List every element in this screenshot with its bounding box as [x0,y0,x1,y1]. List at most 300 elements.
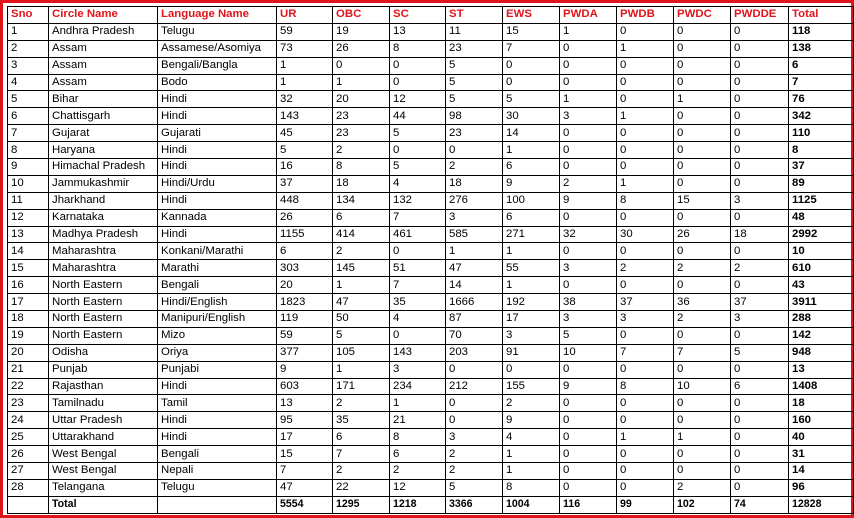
cell-total: 76 [789,91,854,108]
cell-pwdc: 0 [674,108,731,125]
cell-ur: 20 [277,277,333,294]
cell-total: 110 [789,125,854,142]
cell-sno: 14 [8,243,49,260]
cell-total: 3911 [789,294,854,311]
cell-pwdde: 0 [731,243,789,260]
cell-circle-name: North Eastern [49,311,158,328]
cell-circle-name: North Eastern [49,277,158,294]
cell-obc: 1 [333,74,390,91]
cell-pwdde: 0 [731,327,789,344]
cell-pwdb: 30 [617,226,674,243]
cell-total: 18 [789,395,854,412]
cell-ews: 1 [503,446,560,463]
cell-obc: 5 [333,327,390,344]
cell-ews: 17 [503,311,560,328]
cell-obc: 20 [333,91,390,108]
cell-circle-name: Madhya Pradesh [49,226,158,243]
table-row [8,378,854,395]
cell-pwdc: 36 [674,294,731,311]
cell-pwda: 3 [560,108,617,125]
cell-pwdb: 7 [617,344,674,361]
cell-circle-name: Rajasthan [49,378,158,395]
cell-ews: 192 [503,294,560,311]
cell-obc: 18 [333,175,390,192]
cell-sc: 13 [390,23,446,40]
cell-total: 342 [789,108,854,125]
cell-pwdde: 18 [731,226,789,243]
cell-language-name: Hindi [158,91,277,108]
cell-language-name: Hindi [158,159,277,176]
cell-ur: 15 [277,446,333,463]
column-header-obc: OBC [333,7,390,24]
cell-language-name: Marathi [158,260,277,277]
cell-circle-name: Assam [49,40,158,57]
cell-obc: 23 [333,125,390,142]
cell-pwdde: 0 [731,91,789,108]
cell-pwdde: 5 [731,344,789,361]
cell-ews: 1 [503,243,560,260]
cell-total: 6 [789,57,854,74]
cell-st: 1 [446,243,503,260]
cell-sno: 17 [8,294,49,311]
cell-pwdb: 0 [617,125,674,142]
cell-st: 2 [446,446,503,463]
cell-sc: 0 [390,142,446,159]
cell-ur: 143 [277,108,333,125]
cell-ur: 1823 [277,294,333,311]
cell-sc: 21 [390,412,446,429]
cell-total: 948 [789,344,854,361]
cell-st: 5 [446,479,503,496]
cell-ur: 17 [277,429,333,446]
cell-pwdb: 0 [617,327,674,344]
cell-total: 31 [789,446,854,463]
cell-pwdc: 0 [674,175,731,192]
cell-pwdb: 37 [617,294,674,311]
cell-obc: 47 [333,294,390,311]
cell-total: 288 [789,311,854,328]
cell-language-name: Oriya [158,344,277,361]
cell-pwda: 5 [560,327,617,344]
cell-pwda: 0 [560,361,617,378]
cell-pwdb: 0 [617,243,674,260]
table-total-row [8,496,854,513]
cell-circle-name: Assam [49,57,158,74]
cell-st: 1666 [446,294,503,311]
cell-pwda: 0 [560,209,617,226]
cell-obc: 2 [333,243,390,260]
cell-language-name: Hindi [158,226,277,243]
cell-pwdb: 0 [617,446,674,463]
cell-pwdde: 0 [731,74,789,91]
cell-sc: 8 [390,40,446,57]
cell-pwdb: 1 [617,429,674,446]
cell-pwdde: 6 [731,378,789,395]
cell-sc: 6 [390,446,446,463]
cell-pwda: 0 [560,412,617,429]
cell-ur: 119 [277,311,333,328]
cell-circle-name: Bihar [49,91,158,108]
cell-ur: 59 [277,327,333,344]
cell-pwda: 32 [560,226,617,243]
cell-pwdc: 0 [674,327,731,344]
cell-obc: 134 [333,192,390,209]
cell-sno: 10 [8,175,49,192]
cell-sc: 12 [390,91,446,108]
cell-pwdde: 0 [731,277,789,294]
cell-ur: 5 [277,142,333,159]
column-header-total: Total [789,7,854,24]
cell-pwdb: 0 [617,277,674,294]
cell-circle-name: Karnataka [49,209,158,226]
column-header-ur: UR [277,7,333,24]
table-row [8,209,854,226]
column-header-sc: SC [390,7,446,24]
table-row [8,463,854,480]
cell-pwdc: 0 [674,74,731,91]
cell-language-name: Hindi [158,378,277,395]
cell-circle-name: West Bengal [49,463,158,480]
cell-total: 2992 [789,226,854,243]
cell-pwdc: 1 [674,91,731,108]
cell-language-name: Telugu [158,23,277,40]
cell-ur: 59 [277,23,333,40]
column-header-pwdde: PWDDE [731,7,789,24]
cell-ur: 16 [277,159,333,176]
cell-sno: 28 [8,479,49,496]
cell-ews: 155 [503,378,560,395]
cell-ur: 1 [277,57,333,74]
cell-sno: 13 [8,226,49,243]
cell-sno: 4 [8,74,49,91]
total-cell-ur: 5554 [277,496,333,513]
cell-pwdde: 0 [731,395,789,412]
cell-sno: 26 [8,446,49,463]
cell-obc: 2 [333,395,390,412]
cell-ur: 448 [277,192,333,209]
cell-st: 5 [446,91,503,108]
cell-ur: 13 [277,395,333,412]
cell-pwdb: 1 [617,175,674,192]
cell-obc: 35 [333,412,390,429]
cell-total: 160 [789,412,854,429]
cell-ur: 37 [277,175,333,192]
cell-sno: 11 [8,192,49,209]
cell-pwdde: 0 [731,446,789,463]
cell-circle-name: Jammukashmir [49,175,158,192]
table-row [8,159,854,176]
cell-pwda: 0 [560,57,617,74]
cell-sno: 15 [8,260,49,277]
cell-pwdb: 0 [617,479,674,496]
cell-sno: 21 [8,361,49,378]
cell-sc: 5 [390,159,446,176]
cell-ews: 0 [503,74,560,91]
table-row [8,108,854,125]
cell-sno: 27 [8,463,49,480]
column-header-circle-name: Circle Name [49,7,158,24]
cell-pwdb: 0 [617,74,674,91]
vacancy-table [7,6,854,514]
cell-sc: 0 [390,74,446,91]
cell-ur: 73 [277,40,333,57]
cell-pwdc: 15 [674,192,731,209]
cell-sno: 6 [8,108,49,125]
cell-pwdc: 0 [674,23,731,40]
cell-sc: 2 [390,463,446,480]
cell-obc: 8 [333,159,390,176]
cell-ews: 5 [503,91,560,108]
cell-obc: 2 [333,463,390,480]
cell-language-name: Bengali/Bangla [158,57,277,74]
cell-obc: 6 [333,429,390,446]
cell-language-name: Punjabi [158,361,277,378]
column-header-st: ST [446,7,503,24]
cell-sc: 132 [390,192,446,209]
cell-pwdc: 0 [674,446,731,463]
cell-ews: 15 [503,23,560,40]
cell-circle-name: Himachal Pradesh [49,159,158,176]
cell-pwdc: 26 [674,226,731,243]
cell-sc: 143 [390,344,446,361]
cell-st: 3 [446,209,503,226]
cell-circle-name: West Bengal [49,446,158,463]
cell-language-name: Assamese/Asomiya [158,40,277,57]
column-header-language-name: Language Name [158,7,277,24]
table-row [8,327,854,344]
cell-sno: 2 [8,40,49,57]
cell-pwdc: 2 [674,311,731,328]
cell-pwdc: 10 [674,378,731,395]
cell-ews: 9 [503,412,560,429]
cell-ur: 45 [277,125,333,142]
column-header-pwda: PWDA [560,7,617,24]
cell-pwdde: 0 [731,361,789,378]
cell-total: 7 [789,74,854,91]
cell-total: 10 [789,243,854,260]
cell-pwdb: 3 [617,311,674,328]
column-header-ews: EWS [503,7,560,24]
cell-sc: 461 [390,226,446,243]
cell-st: 585 [446,226,503,243]
cell-pwdb: 1 [617,40,674,57]
cell-obc: 26 [333,40,390,57]
cell-ews: 0 [503,57,560,74]
table-header-row [8,7,854,24]
cell-sno: 7 [8,125,49,142]
cell-pwdb: 0 [617,412,674,429]
cell-pwda: 0 [560,40,617,57]
cell-pwdde: 0 [731,159,789,176]
cell-ur: 32 [277,91,333,108]
cell-pwdde: 3 [731,192,789,209]
cell-st: 276 [446,192,503,209]
cell-pwda: 1 [560,91,617,108]
total-cell-sc: 1218 [390,496,446,513]
cell-circle-name: Tamilnadu [49,395,158,412]
cell-circle-name: North Eastern [49,294,158,311]
cell-sno: 24 [8,412,49,429]
cell-total: 118 [789,23,854,40]
cell-ews: 271 [503,226,560,243]
cell-obc: 23 [333,108,390,125]
cell-obc: 7 [333,446,390,463]
total-cell-language-name [158,496,277,513]
cell-st: 11 [446,23,503,40]
cell-language-name: Hindi [158,429,277,446]
cell-obc: 1 [333,361,390,378]
cell-st: 0 [446,412,503,429]
cell-obc: 171 [333,378,390,395]
cell-sno: 5 [8,91,49,108]
cell-total: 37 [789,159,854,176]
cell-language-name: Nepali [158,463,277,480]
cell-sno: 22 [8,378,49,395]
cell-language-name: Bodo [158,74,277,91]
cell-sc: 44 [390,108,446,125]
table-row [8,260,854,277]
cell-pwda: 0 [560,243,617,260]
cell-pwdde: 2 [731,260,789,277]
cell-pwdc: 0 [674,40,731,57]
cell-pwdb: 0 [617,395,674,412]
cell-pwda: 0 [560,74,617,91]
cell-sno: 1 [8,23,49,40]
cell-st: 0 [446,395,503,412]
cell-pwdc: 0 [674,159,731,176]
cell-pwdde: 0 [731,142,789,159]
cell-circle-name: Haryana [49,142,158,159]
cell-pwda: 0 [560,395,617,412]
cell-pwda: 0 [560,429,617,446]
cell-total: 142 [789,327,854,344]
cell-sno: 12 [8,209,49,226]
cell-obc: 145 [333,260,390,277]
cell-pwdde: 0 [731,412,789,429]
cell-total: 8 [789,142,854,159]
cell-pwdde: 0 [731,209,789,226]
cell-total: 1125 [789,192,854,209]
cell-pwdb: 2 [617,260,674,277]
cell-sno: 9 [8,159,49,176]
cell-pwda: 38 [560,294,617,311]
cell-obc: 6 [333,209,390,226]
cell-sc: 7 [390,277,446,294]
cell-circle-name: Chattisgarh [49,108,158,125]
cell-pwda: 3 [560,260,617,277]
cell-obc: 105 [333,344,390,361]
table-row [8,446,854,463]
table-row [8,175,854,192]
cell-pwdb: 8 [617,192,674,209]
cell-st: 18 [446,175,503,192]
cell-sc: 0 [390,243,446,260]
table-row [8,23,854,40]
cell-pwda: 0 [560,463,617,480]
cell-pwdde: 0 [731,40,789,57]
cell-ur: 9 [277,361,333,378]
cell-language-name: Hindi/English [158,294,277,311]
total-cell-pwdde: 74 [731,496,789,513]
cell-language-name: Konkani/Marathi [158,243,277,260]
cell-total: 1408 [789,378,854,395]
column-header-pwdb: PWDB [617,7,674,24]
cell-sc: 3 [390,361,446,378]
cell-sc: 5 [390,125,446,142]
cell-pwda: 0 [560,479,617,496]
cell-st: 5 [446,74,503,91]
cell-language-name: Mizo [158,327,277,344]
cell-ur: 603 [277,378,333,395]
cell-pwdc: 7 [674,344,731,361]
total-cell-obc: 1295 [333,496,390,513]
cell-sno: 3 [8,57,49,74]
cell-pwda: 1 [560,23,617,40]
cell-ews: 7 [503,40,560,57]
cell-circle-name: Uttar Pradesh [49,412,158,429]
column-header-pwdc: PWDC [674,7,731,24]
cell-language-name: Hindi [158,108,277,125]
cell-ews: 1 [503,463,560,480]
total-cell-pwda: 116 [560,496,617,513]
cell-sc: 8 [390,429,446,446]
cell-sno: 23 [8,395,49,412]
cell-sno: 20 [8,344,49,361]
cell-circle-name: Jharkhand [49,192,158,209]
cell-pwdc: 0 [674,125,731,142]
table-row [8,192,854,209]
cell-language-name: Manipuri/English [158,311,277,328]
table-row [8,125,854,142]
cell-pwdc: 0 [674,395,731,412]
cell-sc: 7 [390,209,446,226]
cell-pwdb: 0 [617,142,674,159]
cell-st: 98 [446,108,503,125]
cell-st: 2 [446,159,503,176]
total-cell-st: 3366 [446,496,503,513]
cell-pwda: 10 [560,344,617,361]
cell-pwdb: 0 [617,361,674,378]
cell-sc: 51 [390,260,446,277]
cell-pwdde: 0 [731,479,789,496]
cell-language-name: Gujarati [158,125,277,142]
cell-sc: 4 [390,175,446,192]
table-row [8,226,854,243]
cell-pwdde: 0 [731,429,789,446]
cell-circle-name: Punjab [49,361,158,378]
cell-sno: 18 [8,311,49,328]
cell-pwda: 9 [560,378,617,395]
cell-language-name: Kannada [158,209,277,226]
cell-obc: 0 [333,57,390,74]
cell-total: 14 [789,463,854,480]
cell-pwdc: 0 [674,463,731,480]
cell-ur: 377 [277,344,333,361]
cell-pwdc: 1 [674,429,731,446]
cell-ews: 9 [503,175,560,192]
cell-st: 70 [446,327,503,344]
cell-ews: 91 [503,344,560,361]
cell-obc: 2 [333,142,390,159]
cell-ews: 1 [503,277,560,294]
cell-language-name: Telugu [158,479,277,496]
total-cell-sno [8,496,49,513]
cell-pwdc: 2 [674,260,731,277]
cell-pwdc: 0 [674,209,731,226]
cell-pwda: 0 [560,125,617,142]
cell-pwdb: 0 [617,463,674,480]
cell-pwdc: 0 [674,57,731,74]
